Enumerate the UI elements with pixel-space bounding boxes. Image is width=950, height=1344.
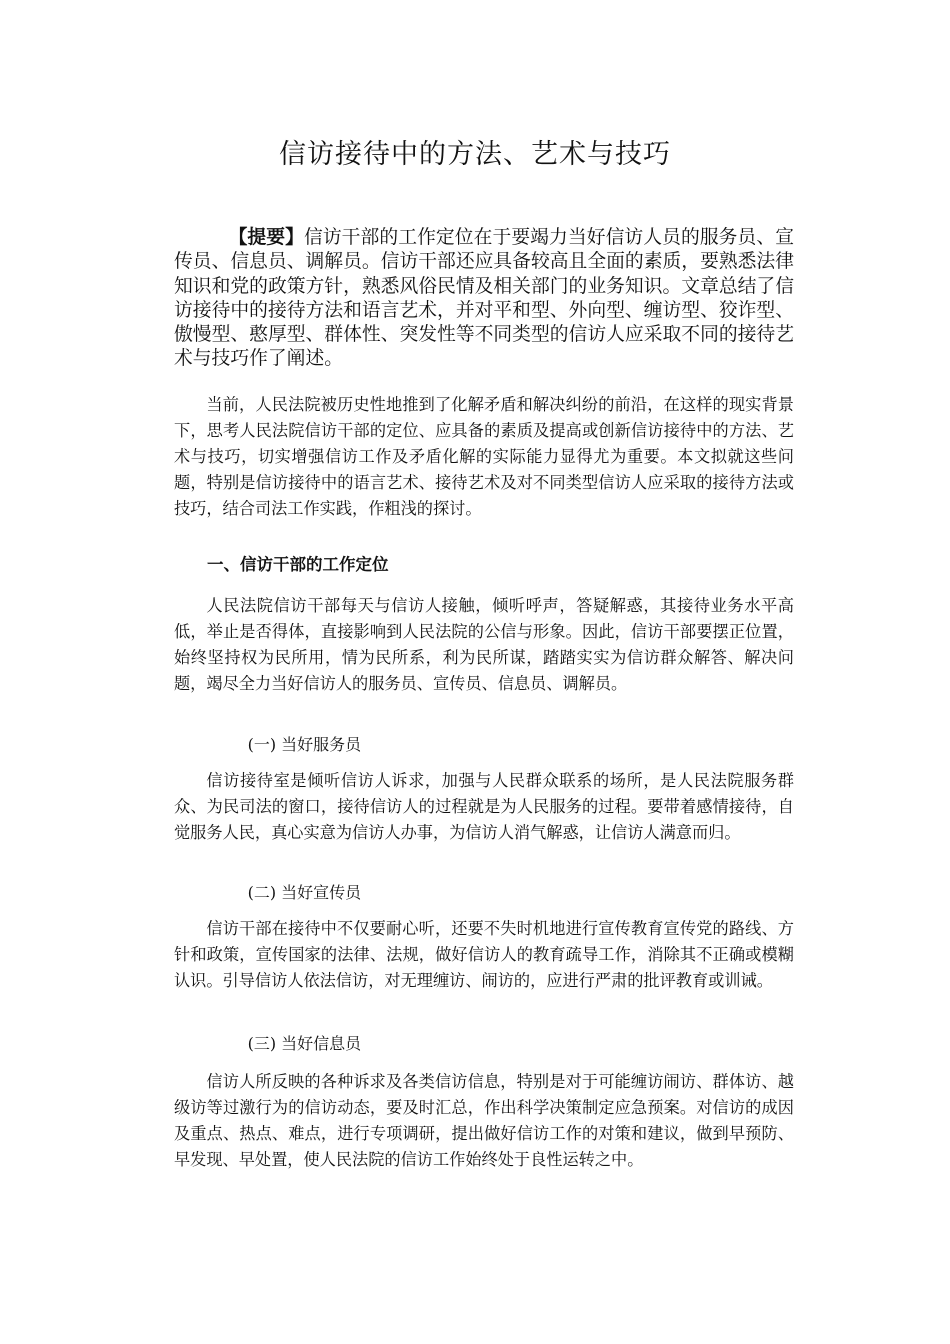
subsection-heading: (一) 当好服务员	[247, 735, 362, 754]
abstract-label: 【提要】	[228, 226, 304, 248]
subsection-paragraph: 信访干部在接待中不仅要耐心听，还要不失时机地进行宣传教育宣传党的路线、方针和政策，宣传国家的法律、法规，做好信访人的教育疏导工作，消除其不正确或模糊认识。引导信访人依法信访，对无理缠访、闹访的，应进行严肃的批评教育或训诫。	[174, 919, 794, 990]
section-heading: 一、信访干部的工作定位	[207, 555, 389, 574]
intro-paragraph: 当前，人民法院被历史性地推到了化解矛盾和解决纠纷的前沿，在这样的现实背景下，思考人民法院信访干部的定位、应具备的素质及提高或创新信访接待中的方法、艺术与技巧，切实增强信访工作及矛盾化解的实际能力显得尤为重要。本文拟就这些问题，特别是信访接待中的语言艺术、接待艺术及对不同类型信访人应采取的接待方法或技巧，结合司法工作实践，作粗浅的探讨。	[174, 395, 794, 518]
abstract-text: 信访干部的工作定位在于要竭力当好信访人员的服务员、宣传员、信息员、调解员。信访干部还应具备较高且全面的素质，要熟悉法律知识和党的政策方针，熟悉风俗民情及相关部门的业务知识。文章总结了信访接待中的接待方法和语言艺术，并对平和型、外向型、缠访型、狡诈型、傲慢型、憨厚型、群体性、突发性等不同类型的信访人应采取不同的接待艺术与技巧作了阐述。	[174, 227, 795, 370]
subsection-heading: (二) 当好宣传员	[247, 883, 362, 902]
abstract	[174, 225, 794, 372]
subsection-heading: (三) 当好信息员	[247, 1034, 362, 1053]
document-title: 信访接待中的方法、艺术与技巧	[279, 139, 671, 170]
subsection-paragraph: 信访接待室是倾听信访人诉求，加强与人民群众联系的场所，是人民法院服务群众、为民司法的窗口，接待信访人的过程就是为人民服务的过程。要带着感情接待，自觉服务人民，真心实意为信访人办事，为信访人消气解惑，让信访人满意而归。	[174, 771, 794, 842]
subsection-paragraph: 信访人所反映的各种诉求及各类信访信息，特别是对于可能缠访闹访、群体访、越级访等过激行为的信访动态，要及时汇总，作出科学决策制定应急预案。对信访的成因及重点、热点、难点，进行专项调研，提出做好信访工作的对策和建议，做到早预防、早发现、早处置，使人民法院的信访工作始终处于良性运转之中。	[174, 1072, 794, 1169]
section-paragraph: 人民法院信访干部每天与信访人接触，倾听呼声，答疑解惑，其接待业务水平高低，举止是否得体，直接影响到人民法院的公信与形象。因此，信访干部要摆正位置，始终坚持权为民所用，情为民所系，利为民所谋，踏踏实实为信访群众解答、解决问题，竭尽全力当好信访人的服务员、宣传员、信息员、调解员。	[174, 596, 794, 693]
